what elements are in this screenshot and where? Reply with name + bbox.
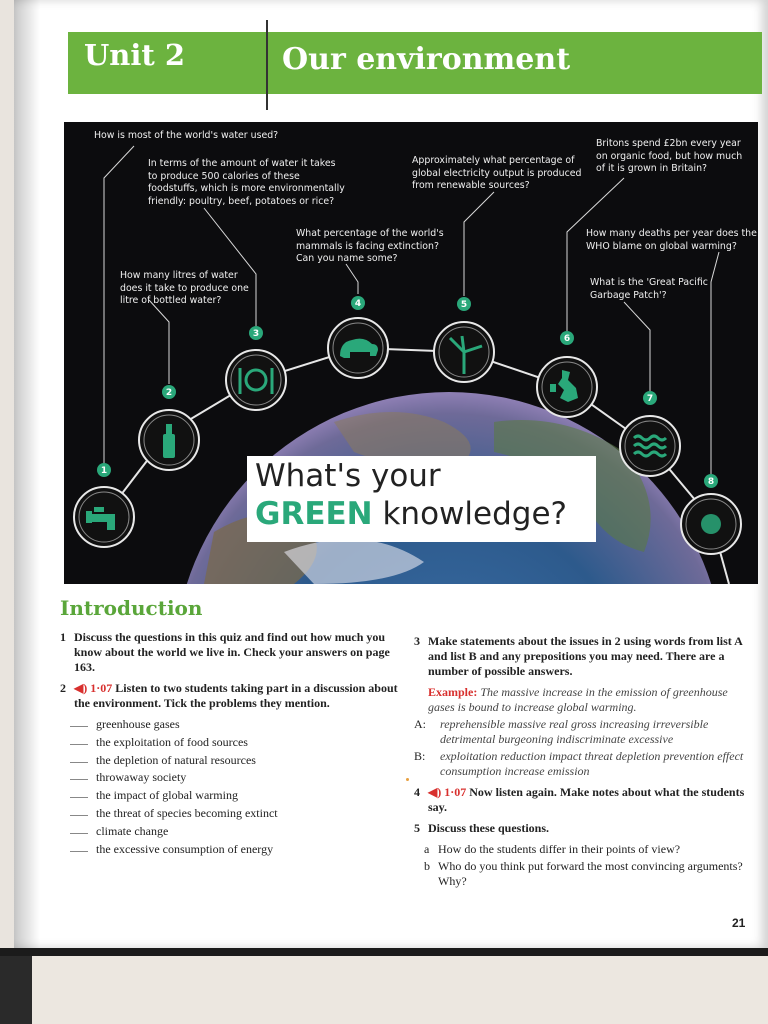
quiz-question-5: Approximately what percentage of global electricity output is produced from renewable sources? <box>412 155 582 191</box>
tick-blank[interactable] <box>70 726 88 727</box>
exercise-number: 5 <box>414 821 420 835</box>
right-column <box>414 634 754 891</box>
checklist-item[interactable] <box>70 770 398 788</box>
example-text: The massive increase in the emission of greenhouse gases is bound to increase global warming. <box>428 685 728 714</box>
checklist-item-label: the exploitation of food sources <box>96 734 248 749</box>
banner-line-2 <box>255 496 567 532</box>
badge-number: 5 <box>460 300 468 310</box>
exercise-3 <box>414 634 754 679</box>
section-title: Introduction <box>60 596 203 620</box>
quiz-question-1: How is most of the world's water used? <box>94 130 279 141</box>
node-5 <box>434 322 494 382</box>
tick-blank[interactable] <box>70 851 88 852</box>
badge-number: 8 <box>707 477 715 487</box>
green-knowledge-banner <box>247 456 596 542</box>
exercise-4 <box>414 785 754 815</box>
checklist-item[interactable] <box>70 735 398 753</box>
checklist-item[interactable] <box>70 788 398 806</box>
page-number: 21 <box>732 916 746 930</box>
banner-knowledge-word: knowledge? <box>382 496 567 532</box>
tick-blank[interactable] <box>70 797 88 798</box>
checklist-item-label: the depletion of natural resources <box>96 752 256 767</box>
checklist-item-label: the excessive consumption of energy <box>96 841 274 856</box>
word-list-b <box>414 749 754 779</box>
checklist-item-label: greenhouse gases <box>96 717 180 731</box>
sub-label: a <box>424 842 430 856</box>
node-3 <box>226 350 286 410</box>
node-8 <box>681 494 741 554</box>
list-label: A: <box>414 717 426 731</box>
checklist-item-label: the impact of global warming <box>96 788 238 803</box>
node-7 <box>620 416 680 476</box>
audio-track: 1·07 <box>90 681 113 695</box>
left-column <box>60 630 398 859</box>
exercise-number: 3 <box>414 634 420 648</box>
exercise-5b <box>424 859 754 889</box>
checklist-item-label: throwaway society <box>96 770 187 785</box>
exercise-5-text: Discuss these questions. <box>428 821 550 835</box>
exercise-5a <box>424 842 754 857</box>
checklist-item[interactable] <box>70 806 398 824</box>
unit-header <box>68 32 762 94</box>
exercise-2 <box>60 681 398 711</box>
header-divider <box>266 20 268 110</box>
quiz-question-8: What is the 'Great Pacific Garbage Patch'? <box>590 277 708 301</box>
example-label: Example: <box>428 685 478 699</box>
quiz-question-7: How many deaths per year does the WHO blame on global warming? <box>586 228 757 252</box>
exercise-4-text: Now listen again. Make notes about what the students say. <box>428 785 745 814</box>
list-label: B: <box>414 749 426 763</box>
node-1 <box>74 487 134 547</box>
quiz-question-6: Britons spend £2bn every year on organic food, but how much of it is grown in Britain? <box>596 138 743 174</box>
checklist-item[interactable] <box>70 753 398 771</box>
exercise-number: 4 <box>414 785 420 799</box>
unit-label: Unit 2 <box>84 38 186 72</box>
exercise-5b-text: Who do you think put forward the most convincing arguments? Why? <box>438 859 743 888</box>
audio-icon[interactable]: ◀) <box>428 785 442 799</box>
spine-shadow <box>14 0 40 948</box>
tick-blank[interactable] <box>70 815 88 816</box>
background-surface <box>0 956 768 1024</box>
node-6 <box>537 357 597 417</box>
garbage-patch-icon <box>701 514 721 534</box>
badge-number: 3 <box>252 329 260 339</box>
checklist-item-label: the threat of species becoming extinct <box>96 805 278 820</box>
badge-number: 7 <box>646 394 654 404</box>
checklist-item[interactable] <box>70 717 398 735</box>
node-4 <box>328 318 388 378</box>
exercise-5 <box>414 821 754 836</box>
checklist-item[interactable] <box>70 842 398 860</box>
tick-blank[interactable] <box>70 833 88 834</box>
banner-green-word: GREEN <box>255 496 373 532</box>
badge-number: 4 <box>354 299 362 309</box>
quiz-question-3: How many litres of water does it take to produce one litre of bottled water? <box>120 270 249 306</box>
badge-number: 6 <box>563 334 571 344</box>
audio-icon[interactable]: ◀) <box>74 681 88 695</box>
quiz-question-4: What percentage of the world's mammals is facing extinction? Can you name some? <box>296 228 444 264</box>
exercise-1 <box>60 630 398 675</box>
quiz-question-2: In terms of the amount of water it takes to produce 500 calories of these foodstuffs, which is more environmentally friendly: poultry, beef, potatoes or rice? <box>148 158 345 207</box>
problem-checklist <box>70 717 398 859</box>
list-a-words: reprehensible massive real gross increasing irreversible detrimental burgeoning indiscriminate excessive <box>440 717 709 746</box>
checklist-item-label: climate change <box>96 823 169 838</box>
badge-number: 2 <box>165 388 173 398</box>
stray-mark <box>406 778 409 781</box>
tick-blank[interactable] <box>70 744 88 745</box>
exercise-number: 2 <box>60 681 66 695</box>
word-list-a <box>414 717 754 747</box>
list-b-words: exploitation reduction impact threat depletion prevention effect consumption increase emission <box>440 749 744 778</box>
tick-blank[interactable] <box>70 762 88 763</box>
book-corner <box>0 956 32 1024</box>
example <box>414 685 754 715</box>
node-2 <box>139 410 199 470</box>
tick-blank[interactable] <box>70 779 88 780</box>
exercise-5a-text: How do the students differ in their points of view? <box>438 842 681 856</box>
checklist-item[interactable] <box>70 824 398 842</box>
sub-label: b <box>424 859 430 873</box>
page-bottom-edge <box>0 948 768 956</box>
audio-track: 1·07 <box>444 785 467 799</box>
exercise-3-text: Make statements about the issues in 2 using words from list A and list B and any prepositions you may need. There are a number of possible answers. <box>428 634 743 678</box>
green-knowledge-infographic <box>64 122 758 584</box>
banner-line-1: What's your <box>255 458 441 494</box>
exercise-1-text: Discuss the questions in this quiz and find out how much you know about the world we live in. Check your answers on page 163. <box>74 630 390 674</box>
exercise-2-text: Listen to two students taking part in a discussion about the environment. Tick the problems they mention. <box>74 681 398 710</box>
badge-number: 1 <box>100 466 108 476</box>
unit-title: Our environment <box>282 42 571 77</box>
exercise-number: 1 <box>60 630 66 644</box>
